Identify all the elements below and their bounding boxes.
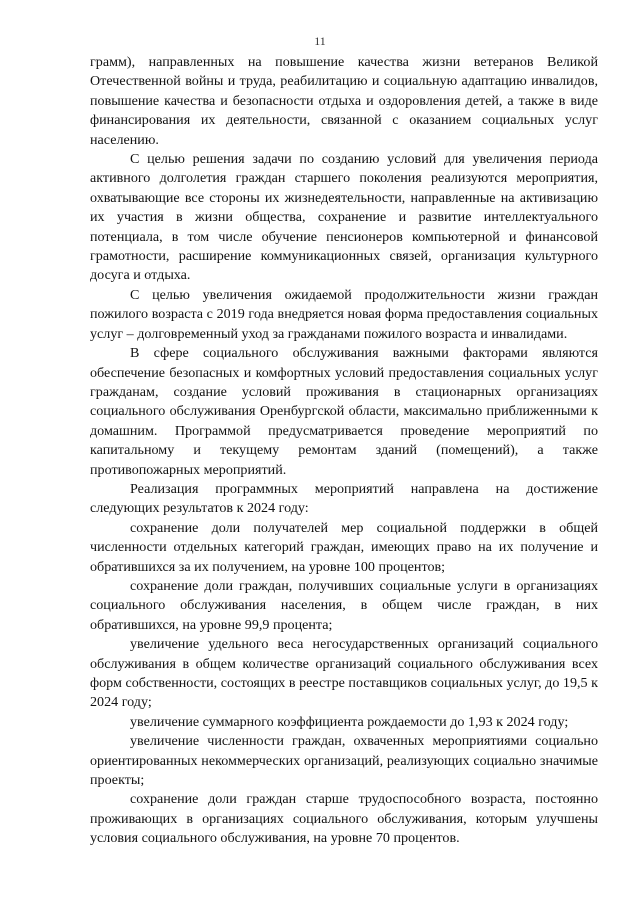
list-item-birth-rate: увеличение суммарного коэффициента рождаемости до 1,93 к 2024 году; [130, 713, 569, 730]
list-item-improved-conditions: сохранение доли граждан старше трудоспособного возраста, постоянно проживающих в организациях социального обслуживания, которым улучшены условия социального обслуживания, на уровне 70 процентов. [90, 791, 598, 847]
list-item-support-recipients: сохранение доли получателей мер социальной поддержки в общей численности отдельных категорий граждан, имеющих право на их получение и обратившихся за их получением, на уровне 100 процентов; [90, 519, 598, 575]
paragraph-social-services: В сфере социального обслуживания важными факторами являются обеспечение безопасных и комфортных условий предоставления социальных услуг гражданам, создание условий проживания в стационарных организациях социального обслуживания Оренбургской области, максимально приближенными к домашним. Программой предусматривается проведение мероприятий по капитальному и текущему ремонтам зданий (помещений), а также противопожарных мероприятий. [90, 345, 598, 478]
paragraph-continuation: грамм), направленных на повышение качества жизни ветеранов Великой Отечественной войны и труда, реабилитацию и социальную адаптацию инвалидов, повышение качества и безопасности отдыха и оздоровления детей, а также в виде финансирования их деятельности, связанной с оказанием социальных услуг населению. [90, 54, 598, 148]
paragraph-long-term-care: С целью увеличения ожидаемой продолжительности жизни граждан пожилого возраста с 2019 года внедряется новая форма предоставления социальных услуг – долговременный уход за гражданами пожилого возраста и инвалидами. [90, 286, 598, 342]
list-item-social-services-share: сохранение доли граждан, получивших социальные услуги в организациях социального обслуживания населения, в общем числе граждан, в них обратившихся, на уровне 99,9 процента; [90, 577, 598, 633]
page-number: 11 [314, 34, 326, 48]
list-item-nonprofit-coverage: увеличение численности граждан, охваченных мероприятиями социально ориентированных некоммерческих организаций, реализующих социально значимые проекты; [90, 733, 598, 789]
document-body [90, 53, 598, 849]
list-item-nongovernmental-orgs: увеличение удельного веса негосударственных организаций социального обслуживания в общем количестве организаций социального обслуживания всех форм собственности, состоящих в реестре поставщиков социальных услуг, до 19,5 к 2024 году; [90, 636, 598, 711]
paragraph-results-intro: Реализация программных мероприятий направлена на достижение следующих результатов к 2024 году: [90, 480, 598, 517]
paragraph-active-longevity: С целью решения задачи по созданию условий для увеличения периода активного долголетия граждан старшего поколения реализуются мероприятия, охватывающие все стороны их жизнедеятельности, направленные на активизацию их участия в жизни общества, сохранение и развитие интеллектуального потенциала, в том числе обучение пенсионеров компьютерной и финансовой грамотности, расширение коммуникационных связей, организация культурного досуга и отдыха. [90, 151, 598, 284]
